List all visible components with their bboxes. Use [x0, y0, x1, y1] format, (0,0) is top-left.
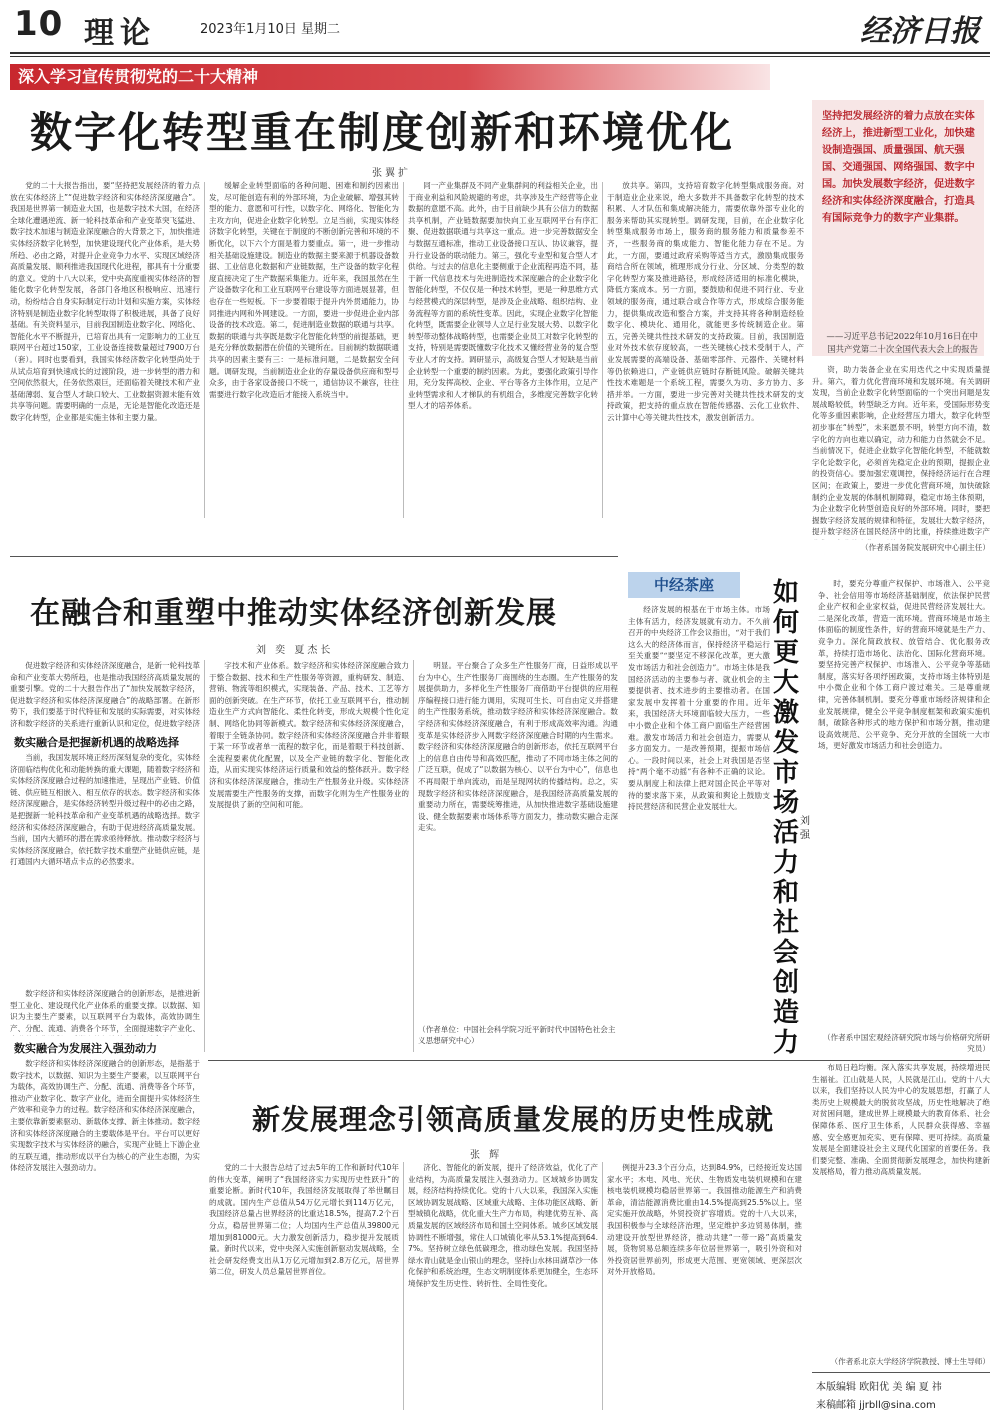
article3-col3: 例提升23.3个百分点，达到84.9%，已经接近发达国家水平；木电、风电、光伏、生物质发电装机规模和在建核电装机规模均稳居世界第一。我国推动能源生产和消费革命，清洁能源消费比重由14.5%提高到25.5%以上。坚定实施开放战略，外贸投资扩容增质。党的十八大以来，我国积极参与全球经济治理，坚定维护多边贸易体制，推动建设开放型世界经济，推动共建“一带一路”高质量发展，货物贸易总额连续多年位居世界第一，吸引外资和对外投资居世界前列，形成更大范围、更宽领域、更深层次对外开放格局。 — [607, 1163, 802, 1277]
section-title: 理论 — [84, 16, 156, 51]
col-divider — [602, 182, 603, 518]
article1-author: 张翼扩 — [372, 168, 411, 179]
article1-col4: 放共享。第四，支持培育数字化转型集成服务商。对于制造业企业来说，绝大多数并不具备数字化转型的技术积累、人才队伍和集成解决能力，需要依靠外部专业化的服务来帮助其实现转型。调研发现，目前，在企业数字化转型集成服务市场上，服务商的服务能力和质量参差不齐，一些服务商的集成能力、智能化能力存在不足。为此，一方面，要通过政府采购等适当方式，激励集成服务商结合所在领域，梳理形成分行业、分区域、分类型的数字化转型方案及推进路径，形成经济适用的标准化模块，降低方案成本。另一方面，要鼓励和促进不同行业、专业领域的服务商，通过联合或合作等方式，形成综合服务能力，提供集成改造和整合方案，并支持其将各种制造经验数字化、模块化、通用化，就能更多传统制造企业。第五，完善关键共性技术研发的支持政策。目前，我国制造业对外技术依存度较高，一些关键核心技术受制于人，产业发展需要的高端设备、基础零部件、元器件、关键材料等仍依赖进口，产业链供应链时存断链风险。破解关键共性技术难题是一个系统工程，需要久为功、多方协力、多措并举。一方面，要进一步完善对关键共性技术研发的支持政策，把支持的重点放在智能传感器、云化工业软件、云计算中心等关键共性技术，激发创新活力。 — [607, 181, 804, 422]
column-tag — [628, 572, 740, 598]
article3-col4: 布局日趋均衡。深入落实共享发展，持续增进民生福祉。江山就是人民，人民就是江山。党的十八大以来，我们坚持以人民为中心的发展思想，打赢了人类历史上规模最大的脱贫攻坚战，历史性地解决了绝对贫困问题，建成世界上规模最大的教育体系、社会保障体系、医疗卫生体系，人民群众获得感、幸福感、安全感更加充实、更有保障、更可持续。高质量发展是全面建设社会主义现代化国家的首要任务。我们要完整、准确、全面贯彻新发展理念，加快构建新发展格局，着力推动高质量发展。 — [812, 1063, 990, 1177]
col-divider — [602, 1162, 603, 1410]
article2-col1-intro: 促进数字经济和实体经济深度融合，是新一轮科技革命和产业变革大势所趋，也是推动我国经济高质量发展的重要引擎。党的二十大报告作出了“加快发展数字经济，促进数字经济和实体经济深度融合”的战略部署。在新形势下，我们要基于时代特征和发展的实际需要，对实体经济和数字经济的关系进行重新认识和定位，促进数字经济 — [10, 661, 200, 728]
issue-date: 2023年1月10日 星期二 — [200, 22, 341, 37]
column-tag-text: 中经茶座 — [653, 576, 714, 594]
column-author-note: （作者系中国宏观经济研究院市场与价格研究所研究员） — [822, 1033, 990, 1053]
article1-col2: 缓解企业转型面临的各种问题、困难和制约因素出发，尽可能创造有利的外部环境，为企业破解、增强其转型的能力、意愿和可行性，以数字化、网络化、智能化为主攻方向，促进企业数字化转型。立足当前，实现实体经济数字化转型，关键在于制度的不断创新完善和环境的不断优化，以下六个方面是着力要重点。第一，进一步推动相关基础设施建设。制造业的数据主要来源于机器设备数据、工业信息化数据和产业链数据，生产设备的数字化程度直接决定了生产数据采集能力。近年来，我国虽然在生产设备数字化和工业互联网平台建设等方面进展显著，但也存在一些短板。下一步要着眼于提升内外贯通能力，协同推进内网和外网建设。一方面，要进一步促进企业内部设备的技术改造。第二，促进制造业数据的联通与共享。数据的联通与共享既是数字化智能化转型的前提基础，更是充分释放数据潜在价值的关键所在。目前制约数据联通共享的因素主要有三：一是标准问题，二是数据安全问题。调研发现，当前制造业企业的存量设备供应商和型号众多，由于各家设备接口不统一，通信协议不兼容，往往需要进行数字化改造后才能接入系统当中。 — [209, 181, 399, 399]
column-title: 如何更大激发市场活力和社会创造力 — [773, 578, 800, 1058]
col-divider — [403, 1162, 404, 1410]
topic-banner-text: 深入学习宣传贯彻党的二十大精神 — [18, 67, 259, 86]
article2-col1-cont: 数字经济和实体经济深度融合的创新形态，是推进新型工业化、建设现代化产业体系的重要支撑。以数据、知识为主要生产要素，以互联网平台为载体，高效协调生产、分配、流通、消费各个环节，全面提速数字产业化、 — [10, 989, 200, 1033]
col-divider — [403, 182, 404, 518]
section-divider — [208, 1060, 990, 1061]
article2-title: 在融合和重塑中推动实体经济创新发展 — [30, 596, 557, 631]
header-rule-thin — [10, 56, 990, 57]
article3-author-note: （作者系北京大学经济学院教授、博士生导师） — [830, 1357, 990, 1366]
submission-email: 来稿邮箱 jjrbll@sina.com — [816, 1400, 936, 1411]
article1-author-note: （作者系国务院发展研究中心副主任） — [860, 543, 990, 552]
article2-subhead2: 数实融合为发展注入强劲动力 — [14, 1042, 157, 1055]
article2-author-note: （作者单位：中国社会科学院习近平新时代中国特色社会主义思想研究中心） — [418, 1025, 616, 1045]
quote-text: 坚持把发展经济的着力点放在实体经济上，推进新型工业化，加快建设制造强国、质量强国、航天强国、交通强国、网络强国、数字中国。加快发展数字经济，促进数字经济和实体经济深度融合，打造具有国际竞争力的数字产业集群。 — [822, 111, 975, 224]
article2-col1-more: 数字经济和实体经济深度融合的创新形态，是指基于数字技术，以数据、知识为主要生产要素，以互联网平台为载体，高效协调生产、分配、流通、消费等各个环节，推动产业数字化、数字产业化，进而全面提升实体经济生产效率和竞争力的过程。数字经济和实体经济深度融合，主要依靠新要素驱动、新载体支撑、新主体推动。数字经济和实体经济深度融合的主要载体是平台。平台可以更好实现数字技术与实体经济的融合，实现产业链上下游企业的互联互通，推动形成以平台为核心的产业生态圈，为实体经济发展注入强劲动力。 — [10, 1059, 200, 1173]
article1-col1: 党的二十大报告指出，要“坚持把发展经济的着力点放在实体经济上”“促进数字经济和实体经济深度融合”。我国是世界第一制造业大国，也是数字技术大国，在经济全球化遭遇逆流、新一轮科技革命和产业变革突飞猛进、数字技术加速与制造业深度融合的大背景之下，加快推进实体经济数字化转型，加快建设现代化产业体系，是大势所趋、必由之路，对提升企业竞争力水平、实现区域经济高质量发展、顺利推进我国现代化进程，都具有十分重要的意义。党的十八大以来，党中央高度重视实体经济的智能化数字化转型发展，各部门各地区积极响应、迅速行动，纷纷结合自身实际制定行动计划和实施方案，实体经济特别是制造业数字化转型取得了积极进展，具备了良好基础。有关资料显示，目前我国制造业数字化、网络化、智能化水平不断提升，已培育出具有一定影响力的工业互联网平台超过150家，工业设备连接数量超过7900万台（套）。同时也要看到，我国实体经济数字化转型尚处于从试点培育到快速成长的过渡阶段，进一步转型的潜力和空间依然很大，任务依然艰巨，还面临着关键技术和产业基础薄弱、复合型人才缺口较大、工业数据资源未能有效共享等问题。需要明确的一点是，无论是智能化改造还是数字化转型，企业都是实施主体和主要力量。 — [10, 181, 200, 422]
article2-subhead1: 数实融合是把握新机遇的战略选择 — [14, 736, 179, 749]
article2-author: 刘 奕 夏杰长 — [256, 645, 334, 656]
article3-col2: 济化、智能化的新发展，提升了经济效益，优化了产业结构，为高质量发展注入强劲动力。区域城乡协调发展，经济结构持续优化。党的十八大以来，我国深入实施区域协调发展战略、区域重大战略、主体功能区战略、新型城镇化战略，优化重大生产力布局，构建优势互补、高质量发展的区域经济布局和国土空间体系。城乡区域发展协调性不断增强，常住人口城镇化率从53.1%提高到64.7%。坚持树立绿色低碳理念，推动绿色发展。我国坚持绿水青山就是金山银山的理念，坚持山水林田湖草沙一体化保护和系统治理，生态文明制度体系更加健全，生态环境保护发生历史性、转折性、全局性变化。 — [408, 1163, 598, 1288]
article2-col2: 字技术和产业体系。数字经济和实体经济深度融合致力于整合数据、技术和生产性服务等资源，重构研发、制造、营销、物流等组织模式，实现装备、产品、技术、工艺等方面的创新突破。在生产环节，依托工业互联网平台，推动制造业生产方式向智能化、柔性化转变，形成大规模个性化定制、网络化协同等新模式。数字经济和实体经济深度融合，着眼于全链条协同。数字经济和实体经济深度融合并非着眼于某一环节或者单一流程的数字化，而是着眼于科技创新、全流程要素优化配置，以及全产业链的数字化、智能化改造，从而实现实体经济运行质量和效益的整体跃升。数字经济和实体经济深度融合，推动生产性服务业升级。实体经济发展需要生产性服务的支撑，而数字化则为生产性服务业的发展提供了新的空间和可能。 — [209, 661, 409, 810]
column-text-2: 时，要充分尊重产权保护、市场准入、公平竞争、社会信用等市场经济基础制度，依法保护民营企业产权和企业家权益，促进民营经济发展壮大。二是深化改革，营造一流环境。营商环境是市场主体面临的制度性条件，好的营商环境就是生产力、竞争力。深化简政放权、放管结合、优化服务改革，持续打造市场化、法治化、国际化营商环境。要坚持完善产权保护、市场准入、公平竞争等基础制度，落实好各项纾困政策，支持市场主体特别是中小微企业和个体工商户渡过难关。三是尊重规律，完善体制机制。要充分尊重市场经济规律和企业发展规律，健全公平竞争制度框架和政策实施机制，破除各种形式的地方保护和市场分割，推动建设高效规范、公平竞争、充分开放的全国统一大市场，更好激发市场活力和社会创造力。 — [818, 579, 990, 751]
col-divider — [204, 660, 205, 1052]
article2-col1-body: 当前，我国发展环境正经历深刻复杂的变化，实体经济面临结构优化和动能转换的重大课题，随着数字经济和实体经济深度融合过程的加速推进，呈现出产业链、价值链、供应链互相嵌入、相互依存的状态。数字经济和实体经济深度融合，是实体经济转型升级过程中的必由之路，是把握新一轮科技革命和产业变革机遇的战略选择。数字经济和实体经济深度融合，有助于促进经济高质量发展。当前，国内大循环的潜在需求亟待释放。推动数字经济与实体经济深度融合，依托数字技术重塑产业链供应链，是打通国内大循环堵点卡点的必然要求。 — [10, 753, 200, 867]
article3-col1: 党的二十大报告总结了过去5年的工作和新时代10年的伟大变革，阐明了“我国经济实力实现历史性跃升”的重要论断。新时代10年，我国经济发展取得了举世瞩目的成就。国内生产总值从54万亿元增长到114万亿元，我国经济总量占世界经济的比重达18.5%，提高7.2个百分点，稳居世界第二位；人均国内生产总值从39800元增加到81000元。大力激发创新活力，稳步提升发展质量。新时代以来，党中央深入实施创新驱动发展战略，全社会研发经费支出从1万亿元增加到2.8万亿元，居世界第二位，研发人员总量居世界首位。 — [209, 1163, 399, 1277]
article2-col3: 明显。平台聚合了众多生产性服务厂商，日益形成以平台为中心，生产性服务厂商围绕的生态圈。生产性服务的发展提供助力，多样化生产性服务厂商借助平台提供的应用程序编程接口进行能力调用，实现可生长、可自由定义并搭建的生产性服务系统，推动数字经济和实体经济深度融合。数字经济和实体经济深度融合，有利于形成高效率沟通。沟通变革是实体经济步入网数字经济深度融合时期的内生需求。数字经济和实体经济深度融合的创新形态，依托互联网平台上的信息自由传导和高效匹配，推动了不同市场主体之间的广泛互联，促成了“以数据为核心、以平台为中心”，信息也不再局限于单向流动，而是呈现网状的传播结构。总之，实现数字经济和实体经济深度融合，是我国经济高质量发展的重要动力所在，需要统筹推进，从加快推进数字基础设施建设、健全数据要素市场体系等方面发力，推动数实融合走深走实。 — [418, 661, 618, 833]
article3-author: 张 辉 — [470, 1150, 503, 1161]
newspaper-logo: 经济日报 — [860, 14, 980, 49]
column-author: 刘 强 — [800, 816, 810, 841]
col-divider — [413, 660, 414, 1052]
editors-line: 本版编辑 欧阳优 美 编 夏 祎 — [816, 1382, 942, 1393]
editors-divider — [812, 1372, 990, 1373]
column-text-1: 经济发展的根基在于市场主体。市场主体有活力，经济发展就有动力。不久前召开的中央经济工作会议指出，“对于我们这么大的经济体而言，保持经济平稳运行至关重要”“要坚定不移深化改革，更大激发市场活力和社会创造力”。市场主体是我国经济活动的主要参与者、就业机会的主要提供者、技术进步的主要推动者。在国家发展中发挥着十分重要的作用。近年来，我国经济大环境面临较大压力，一些中小微企业和个体工商户面临生产经营困难。激发市场活力和社会创造力，需要从多方面发力。一是改善预期，提振市场信心。一段时间以来，社会上对我国是否坚持“两个毫不动摇”有各种不正确的议论。要从制度上和法律上把对国企民企平等对待的要求落下来，从政策和舆论上鼓励支持民营经济和民营企业发展壮大。 — [628, 605, 770, 812]
article1-title: 数字化转型重在制度创新和环境优化 — [30, 108, 735, 157]
page-number: 10 — [14, 4, 64, 44]
quote-box — [812, 100, 984, 356]
article1-col5: 资，助力装备企业在实用迭代之中实现质量提升。第六，着力优化营商环境和发展环境。有关调研发现，当前企业数字化转型面临的一个突出问题是发展战略较低，转型缺乏方向。近年来，受国际形势变化等多重因素影响，企业经营压力增大，数字化转型初步事在“转型”，未来愿景不明，转型方向不清，数字化的方向也难以确定，动力和能力自然就会不足。当前情况下，促进企业数字化智能化转型，不能就数字化论数字化，必须首先稳定企业的预期，提振企业的投资信心。要加强宏观调控，保持经济运行在合理区间；在政策上，要进一步优化营商环境，加快破除制约企业发展的体制机制障碍，稳定市场主体预期，为企业数字化转型创造良好的外部环境。同时，要把握数字经济发展的规律和特征，发展壮大数字经济，提升数字经济在国民经济中的比重，持续推进数字产 — [812, 365, 990, 537]
topic-banner — [10, 64, 770, 90]
col-divider — [204, 182, 205, 518]
section-divider — [10, 556, 618, 557]
article3-title: 新发展理念引领高质量发展的历史性成就 — [252, 1103, 775, 1136]
article1-col3: 同一产业集群及不同产业集群间的利益相关企业，出于商业利益和风险规避的考虑，共享涉及生产经营等企业数据的意愿不高。此外，由于目前缺少具有公信力的数据共享机制，产业链数据要加快向工业互联网平台有序汇聚、促进数据联通与共享这一重点。进一步完善数据安全与数据互通标准，推动工业设备接口互认、协议兼容，提升行业设备的联动能力。第三，强化专业型和复合型人才供给。与过去的信息化主要侧重于企业流程再造不同，基于新一代信息技术与先进制造技术深度融合的企业数字化智能化转型，不仅仅是一种技术转型，更是一种思维方式与经营模式的深层转型，是涉及企业战略、组织结构、业务流程等方面的系统性变革。因此，实现企业数字化智能化转型，既需要企业领导人立足行业发展大势、以数字化转型带动整体战略转型，也需要企业员工对数字化转型的支持，特别是需要既懂数字化技术又懂经营业务的复合型专业人才的支持。调研显示，高级复合型人才短缺是当前企业转型一个重要的制约因素。为此，要强化政策引导作用，充分发挥高校、企业、平台等各方主体作用，立足产业转型需求和人才梯队的有机组合，多维度完善数字化转型人才的培养体系。 — [408, 181, 598, 411]
header-rule — [10, 52, 990, 54]
quote-source: ——习近平总书记2022年10月16日在中国共产党第二十次全国代表大会上的报告 — [826, 331, 978, 354]
